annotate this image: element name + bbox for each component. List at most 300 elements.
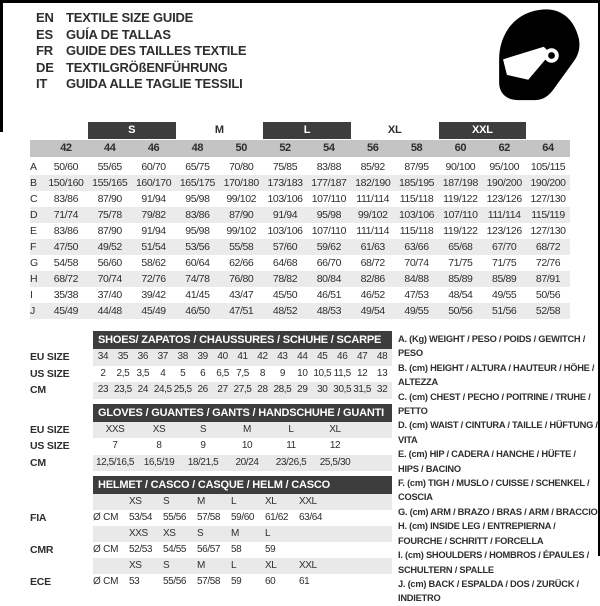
measure-value: 103/106 bbox=[267, 193, 303, 205]
language-code: IT bbox=[36, 76, 48, 92]
helmet-table-rows bbox=[30, 494, 392, 590]
legend-item: J. (cm) BACK / ESPALDA / DOS / ZURÜCK / INDIETRO bbox=[398, 578, 579, 604]
measure-value: 72/76 bbox=[535, 257, 561, 269]
value-cell: 45 bbox=[317, 351, 328, 362]
value-cell: 57/58 bbox=[197, 512, 221, 523]
value-cell: 7 bbox=[112, 440, 118, 451]
value-cell: 12 bbox=[356, 367, 368, 379]
measure-value: 105/115 bbox=[530, 161, 566, 173]
value-cell: 48 bbox=[376, 351, 388, 362]
measure-value: 61/63 bbox=[360, 241, 385, 253]
value-cell: 12,5/16,5 bbox=[95, 456, 135, 468]
measure-value: 90/100 bbox=[445, 161, 476, 173]
measure-value: 190/200 bbox=[486, 177, 522, 189]
measurement-legend bbox=[398, 332, 598, 606]
value-cell: XL bbox=[329, 423, 341, 435]
measure-value: 49/55 bbox=[492, 289, 517, 301]
measure-value: 75/78 bbox=[97, 209, 122, 221]
diameter-label: Ø CM bbox=[93, 512, 119, 523]
measure-value: 58/62 bbox=[141, 257, 166, 269]
value-cell: 61/62 bbox=[265, 512, 289, 523]
gloves-table-rows bbox=[30, 422, 392, 472]
value-cell: 61 bbox=[299, 576, 310, 587]
value-cell: 16,5/19 bbox=[143, 456, 175, 468]
size-number: 58 bbox=[410, 142, 423, 154]
value-cell: 27 bbox=[217, 384, 228, 395]
measure-value: 150/160 bbox=[48, 177, 84, 189]
value-cell: 8 bbox=[259, 367, 266, 379]
value-cell: 37 bbox=[157, 351, 168, 362]
measure-value: 55/58 bbox=[229, 241, 254, 253]
measure-value: 70/80 bbox=[229, 161, 254, 173]
language-line bbox=[36, 27, 246, 44]
measure-value: 55/65 bbox=[97, 161, 122, 173]
value-cell: 12 bbox=[329, 440, 341, 451]
measure-row-a bbox=[30, 159, 570, 175]
measure-value: 119/122 bbox=[443, 193, 478, 205]
value-cell: M bbox=[243, 423, 251, 435]
size-number: 50 bbox=[235, 142, 247, 154]
measure-value: 54/58 bbox=[53, 257, 79, 269]
value-cell: 10 bbox=[241, 440, 253, 451]
legend-item: C. (cm) CHEST / PECHO / POITRINE / TRUHE / PETTO bbox=[398, 391, 591, 417]
row-label: CM bbox=[30, 384, 46, 396]
language-title: GUÍA DE TALLAS bbox=[66, 26, 171, 42]
measure-value: 87/90 bbox=[97, 193, 122, 205]
legend-item: E. (cm) HIP / CADERA / HANCHE / HÜFTE / HIPS / BACINO bbox=[398, 449, 576, 474]
value-cell: 6,5 bbox=[216, 367, 229, 379]
measure-value: 83/88 bbox=[316, 161, 342, 173]
value-cell: 59 bbox=[265, 544, 276, 555]
measure-value: 64/68 bbox=[272, 257, 298, 269]
value-cell: 53 bbox=[129, 576, 140, 587]
value-cell: 56/57 bbox=[197, 544, 221, 555]
row-values bbox=[93, 558, 392, 574]
value-cell: 57/58 bbox=[197, 576, 221, 587]
language-line bbox=[36, 10, 246, 27]
measure-value: 119/122 bbox=[443, 225, 478, 237]
measure-letter: I bbox=[30, 289, 33, 301]
measure-value: 95/98 bbox=[316, 209, 342, 221]
measure-value: 46/51 bbox=[316, 289, 342, 301]
size-number: 62 bbox=[498, 142, 510, 154]
size-group-l: L bbox=[263, 122, 351, 139]
value-cell: 8 bbox=[156, 440, 162, 451]
gloves-table bbox=[30, 404, 392, 472]
measure-value: 155/165 bbox=[92, 177, 128, 189]
measure-value: 91/94 bbox=[141, 225, 166, 237]
value-cell: 44 bbox=[297, 351, 308, 362]
measure-value: 127/130 bbox=[530, 225, 566, 237]
row-label: EU SIZE bbox=[30, 351, 70, 363]
measure-value: 103/106 bbox=[267, 225, 303, 237]
size-label: M bbox=[231, 528, 239, 539]
measure-value: 95/98 bbox=[185, 225, 210, 237]
measure-value: 79/82 bbox=[141, 209, 166, 221]
measure-value: 65/75 bbox=[185, 161, 210, 173]
measure-value: 48/52 bbox=[272, 305, 298, 317]
size-number: 60 bbox=[454, 142, 467, 154]
measure-value: 82/86 bbox=[360, 273, 385, 285]
measure-value: 68/72 bbox=[535, 241, 561, 253]
measure-letter: D bbox=[30, 209, 38, 221]
value-cell: 7,5 bbox=[236, 367, 249, 379]
legend-item: F. (cm) TIGH / MUSLO / CUISSE / SCHENKEL / COSCIA bbox=[398, 478, 590, 503]
measure-value: 165/175 bbox=[179, 177, 215, 189]
size-number: 64 bbox=[542, 142, 554, 154]
row-label: FIA bbox=[30, 512, 47, 524]
measure-value: 95/100 bbox=[489, 161, 520, 173]
gloves-table-title: GLOVES / GUANTES / GANTS / HANDSCHUHE / GUANTI bbox=[93, 404, 392, 422]
value-cell: 2,5 bbox=[116, 367, 130, 379]
measure-row-d bbox=[30, 207, 570, 223]
measure-value: 47/50 bbox=[53, 241, 79, 253]
row-values bbox=[93, 366, 392, 383]
measure-value: 68/72 bbox=[53, 273, 79, 285]
value-cell: L bbox=[288, 423, 294, 435]
value-cell: 23,5 bbox=[113, 384, 132, 395]
measure-value: 68/72 bbox=[360, 257, 385, 269]
value-cell: 13 bbox=[376, 367, 388, 379]
value-cell: 2 bbox=[100, 367, 106, 379]
value-cell: 59/60 bbox=[231, 512, 255, 523]
measure-value: 91/94 bbox=[141, 193, 166, 205]
measure-value: 72/76 bbox=[141, 273, 166, 285]
value-cell: 30 bbox=[317, 384, 328, 395]
value-cell: 41 bbox=[237, 351, 248, 362]
measure-letter: F bbox=[30, 241, 37, 253]
language-title: TEXTILGRÖßENFÜHRUNG bbox=[66, 59, 228, 75]
row-values bbox=[93, 494, 392, 510]
size-label: XS bbox=[129, 560, 142, 571]
value-cell: 25,5/30 bbox=[319, 456, 351, 468]
frame-border-left bbox=[0, 0, 3, 132]
frame-border-top bbox=[0, 0, 600, 3]
measure-value: 107/110 bbox=[311, 225, 347, 237]
row-label: US SIZE bbox=[30, 440, 70, 452]
measure-value: 41/45 bbox=[185, 289, 210, 301]
shoes-table bbox=[30, 331, 392, 399]
row-label: ECE bbox=[30, 576, 51, 588]
measure-value: 107/110 bbox=[311, 193, 347, 205]
value-cell: 54/55 bbox=[163, 544, 187, 555]
measure-value: 43/47 bbox=[229, 289, 254, 301]
value-cell: 28,5 bbox=[273, 384, 292, 395]
helmet-table bbox=[30, 476, 392, 590]
measure-value: 45/49 bbox=[53, 305, 79, 317]
racing-helmet-icon bbox=[483, 6, 589, 103]
row-label: CMR bbox=[30, 544, 54, 556]
measure-value: 187/198 bbox=[442, 177, 478, 189]
shoes-table-title: SHOES/ ZAPATOS / CHAUSSURES / SCHUHE / SCARPE bbox=[93, 331, 392, 349]
measure-value: 83/86 bbox=[185, 209, 210, 221]
language-code: EN bbox=[36, 10, 54, 25]
size-label: L bbox=[231, 496, 237, 507]
value-cell: 6 bbox=[200, 367, 206, 379]
measure-value: 123/126 bbox=[486, 193, 522, 205]
value-cell: 4 bbox=[160, 367, 166, 379]
value-cell: 39 bbox=[197, 351, 208, 362]
strip-row bbox=[30, 349, 392, 366]
value-cell: 20/24 bbox=[235, 456, 259, 468]
measure-value: 65/68 bbox=[448, 241, 473, 253]
value-cell: 43 bbox=[277, 351, 288, 362]
measure-value: 49/54 bbox=[360, 305, 385, 317]
measure-row-e bbox=[30, 223, 570, 239]
size-number: 56 bbox=[366, 142, 379, 154]
measure-letter: E bbox=[30, 225, 37, 237]
measure-row-g bbox=[30, 255, 570, 271]
measure-value: 85/92 bbox=[360, 161, 385, 173]
measure-value: 185/195 bbox=[398, 177, 435, 189]
measure-value: 111/114 bbox=[356, 225, 390, 237]
measure-value: 51/56 bbox=[492, 305, 517, 317]
measure-row-i bbox=[30, 287, 570, 303]
language-title: GUIDE DES TAILLES TEXTILE bbox=[66, 43, 247, 59]
measure-value: 48/53 bbox=[316, 305, 342, 317]
measure-value: 91/94 bbox=[272, 209, 298, 221]
helmet-value-row bbox=[30, 542, 392, 558]
measure-value: 111/114 bbox=[487, 209, 521, 221]
measure-letter: H bbox=[30, 273, 38, 285]
size-label: XL bbox=[265, 560, 277, 571]
measure-value: 87/90 bbox=[97, 225, 122, 237]
measure-value: 170/180 bbox=[223, 177, 259, 189]
strip-row bbox=[30, 455, 392, 472]
measure-value: 66/70 bbox=[316, 257, 342, 269]
measure-value: 190/200 bbox=[530, 177, 566, 189]
helmet-size-row bbox=[30, 558, 392, 574]
size-label: L bbox=[231, 560, 237, 571]
row-values bbox=[93, 349, 392, 366]
measure-value: 115/119 bbox=[531, 209, 565, 221]
measure-row-c bbox=[30, 191, 570, 207]
row-values bbox=[93, 438, 392, 455]
size-label: XXS bbox=[129, 528, 148, 539]
value-cell: 55/56 bbox=[163, 576, 187, 587]
value-cell: 31,5 bbox=[353, 384, 372, 395]
measure-value: 83/86 bbox=[53, 225, 79, 237]
row-label: US SIZE bbox=[30, 367, 70, 380]
measure-value: 85/89 bbox=[448, 273, 473, 285]
value-cell: 46 bbox=[337, 351, 348, 362]
value-cell: 34 bbox=[97, 351, 109, 362]
language-title: TEXTILE SIZE GUIDE bbox=[66, 10, 194, 25]
size-label: S bbox=[163, 496, 170, 507]
strip-row bbox=[30, 438, 392, 455]
measure-letter: B bbox=[30, 177, 37, 189]
size-label: XXL bbox=[299, 496, 317, 507]
measure-value: 59/62 bbox=[316, 241, 342, 253]
measure-value: 49/52 bbox=[97, 241, 122, 253]
measure-value: 177/187 bbox=[311, 177, 347, 189]
measure-value: 44/48 bbox=[97, 305, 122, 317]
value-cell: 26 bbox=[197, 384, 208, 395]
row-values bbox=[93, 574, 392, 590]
row-values bbox=[93, 526, 392, 542]
measure-value: 47/51 bbox=[229, 305, 254, 317]
strip-row bbox=[30, 422, 392, 439]
measure-value: 80/84 bbox=[316, 273, 342, 285]
measure-letter: A bbox=[30, 161, 37, 173]
measure-value: 63/66 bbox=[404, 241, 429, 253]
measure-value: 76/80 bbox=[229, 273, 254, 285]
measure-value: 50/56 bbox=[448, 305, 473, 317]
textile-size-table bbox=[30, 122, 570, 319]
shoes-table-rows bbox=[30, 349, 392, 399]
value-cell: 9 bbox=[200, 440, 206, 451]
value-cell: 38 bbox=[177, 351, 188, 362]
measure-value: 71/75 bbox=[492, 257, 517, 269]
measure-value: 160/170 bbox=[135, 177, 172, 189]
measure-value: 83/86 bbox=[53, 193, 79, 205]
value-cell: 63/64 bbox=[299, 512, 323, 523]
measure-value: 74/78 bbox=[185, 273, 210, 285]
size-number: 44 bbox=[104, 142, 116, 154]
measure-value: 95/98 bbox=[185, 193, 210, 205]
size-number: 48 bbox=[191, 142, 204, 154]
language-code: ES bbox=[36, 26, 53, 42]
language-line bbox=[36, 43, 246, 60]
row-values bbox=[93, 455, 392, 472]
measure-value: 51/54 bbox=[141, 241, 166, 253]
measure-value: 35/38 bbox=[53, 289, 79, 301]
value-cell: 24 bbox=[137, 384, 148, 395]
strip-row bbox=[30, 366, 392, 383]
legend-item: A. (Kg) WEIGHT / PESO / POIDS / GEWITCH / PESO bbox=[398, 334, 586, 359]
measure-value: 47/53 bbox=[404, 289, 429, 301]
size-label: XXL bbox=[299, 560, 317, 571]
size-number-row bbox=[30, 140, 570, 157]
measure-value: 70/74 bbox=[97, 273, 122, 285]
value-cell: 3,5 bbox=[136, 367, 150, 379]
measure-value: 75/85 bbox=[272, 161, 298, 173]
value-cell: 11 bbox=[286, 440, 296, 451]
measure-value: 71/74 bbox=[53, 209, 79, 221]
diameter-label: Ø CM bbox=[93, 544, 119, 555]
measure-value: 84/88 bbox=[404, 273, 429, 285]
measure-value: 103/106 bbox=[398, 209, 435, 221]
size-label: L bbox=[265, 528, 271, 539]
measure-value: 62/66 bbox=[229, 257, 254, 269]
size-group-xl: XL bbox=[387, 124, 402, 136]
measure-row-b bbox=[30, 175, 570, 191]
measure-value: 123/126 bbox=[486, 225, 522, 237]
helmet-size-row bbox=[30, 494, 392, 510]
size-label: XS bbox=[129, 496, 142, 507]
row-values bbox=[93, 510, 392, 526]
size-number: 42 bbox=[60, 142, 72, 154]
language-title-block bbox=[36, 10, 246, 93]
measure-value: 78/82 bbox=[272, 273, 298, 285]
measure-value: 56/60 bbox=[97, 257, 122, 269]
value-cell: 25,5 bbox=[173, 384, 192, 395]
size-number: 46 bbox=[147, 142, 160, 154]
helmet-size-row bbox=[30, 526, 392, 542]
value-cell: 35 bbox=[117, 351, 129, 362]
size-group-row bbox=[30, 122, 570, 139]
measure-value: 52/58 bbox=[535, 305, 561, 317]
measure-row-j bbox=[30, 303, 570, 319]
measure-value: 127/130 bbox=[530, 193, 566, 205]
legend-item: H. (cm) INSIDE LEG / ENTREPIERNA / FOURCHE / SCHRITT / FORCELLA bbox=[398, 521, 556, 546]
measure-value: 39/42 bbox=[141, 289, 166, 301]
helmet-value-row bbox=[30, 574, 392, 590]
strip-row bbox=[30, 382, 392, 399]
value-cell: 36 bbox=[137, 351, 148, 362]
measure-value: 115/118 bbox=[399, 225, 434, 237]
measure-value: 50/56 bbox=[535, 289, 561, 301]
value-cell: 23/26,5 bbox=[275, 456, 307, 468]
measure-value: 107/110 bbox=[443, 209, 478, 221]
value-cell: 42 bbox=[257, 351, 268, 362]
measure-value: 70/74 bbox=[404, 257, 429, 269]
measure-letter: J bbox=[30, 305, 36, 317]
size-label bbox=[293, 526, 327, 542]
measure-value: 111/114 bbox=[356, 193, 390, 205]
measure-value: 87/90 bbox=[229, 209, 254, 221]
value-cell: 29 bbox=[297, 384, 308, 395]
value-cell: 60 bbox=[265, 576, 276, 587]
measure-value: 48/54 bbox=[448, 289, 473, 301]
value-cell: 23 bbox=[97, 384, 109, 395]
language-code: FR bbox=[36, 43, 53, 59]
measure-value: 182/190 bbox=[355, 177, 391, 189]
row-values bbox=[93, 542, 392, 558]
legend-item: G. (cm) ARM / BRAZO / BRAS / ARM / BRACCIO bbox=[398, 506, 598, 517]
measure-value: 87/95 bbox=[404, 161, 429, 173]
value-cell: 27,5 bbox=[233, 384, 252, 395]
row-values bbox=[93, 422, 392, 439]
size-number: 52 bbox=[279, 142, 291, 154]
language-title: GUIDA ALLE TAGLIE TESSILI bbox=[66, 76, 243, 92]
measure-value: 71/75 bbox=[448, 257, 473, 269]
helmet-table-title: HELMET / CASCO / CASQUE / HELM / CASCO bbox=[93, 476, 392, 494]
measure-row-h bbox=[30, 271, 570, 287]
value-cell: 5 bbox=[180, 367, 186, 379]
value-cell bbox=[293, 542, 327, 558]
measure-value: 37/40 bbox=[97, 289, 122, 301]
size-group-s: S bbox=[88, 122, 176, 139]
value-cell: 9 bbox=[279, 367, 285, 379]
value-cell: 18/21,5 bbox=[187, 456, 219, 468]
measure-value: 60/64 bbox=[185, 257, 210, 269]
measure-value: 87/91 bbox=[535, 273, 561, 285]
size-group-m: M bbox=[214, 124, 224, 136]
measure-value: 99/102 bbox=[226, 225, 257, 237]
measure-value: 45/50 bbox=[272, 289, 298, 301]
row-label: CM bbox=[30, 456, 46, 469]
value-cell: 11,5 bbox=[333, 367, 351, 379]
value-cell: 10 bbox=[297, 367, 308, 379]
value-cell: 47 bbox=[356, 351, 368, 362]
legend-item: I. (cm) SHOULDERS / HOMBROS / ÉPAULES / SCHULTERN / SPALLE bbox=[398, 550, 590, 575]
measure-value: 60/70 bbox=[141, 161, 166, 173]
measure-value: 115/118 bbox=[399, 193, 434, 205]
diameter-label: Ø CM bbox=[93, 576, 119, 587]
value-cell: 52/53 bbox=[129, 544, 153, 555]
value-cell: S bbox=[199, 423, 207, 435]
value-cell: 28 bbox=[257, 384, 268, 395]
value-cell: 58 bbox=[231, 544, 242, 555]
size-label: XS bbox=[163, 528, 176, 539]
legend-item: D. (cm) WAIST / CINTURA / TAILLE / HÜFTUNG / VITA bbox=[398, 420, 598, 445]
measure-letter: C bbox=[30, 193, 38, 205]
row-values bbox=[93, 382, 392, 399]
size-label: S bbox=[197, 528, 204, 539]
value-cell: 32 bbox=[376, 384, 388, 395]
size-label: XL bbox=[265, 496, 277, 507]
